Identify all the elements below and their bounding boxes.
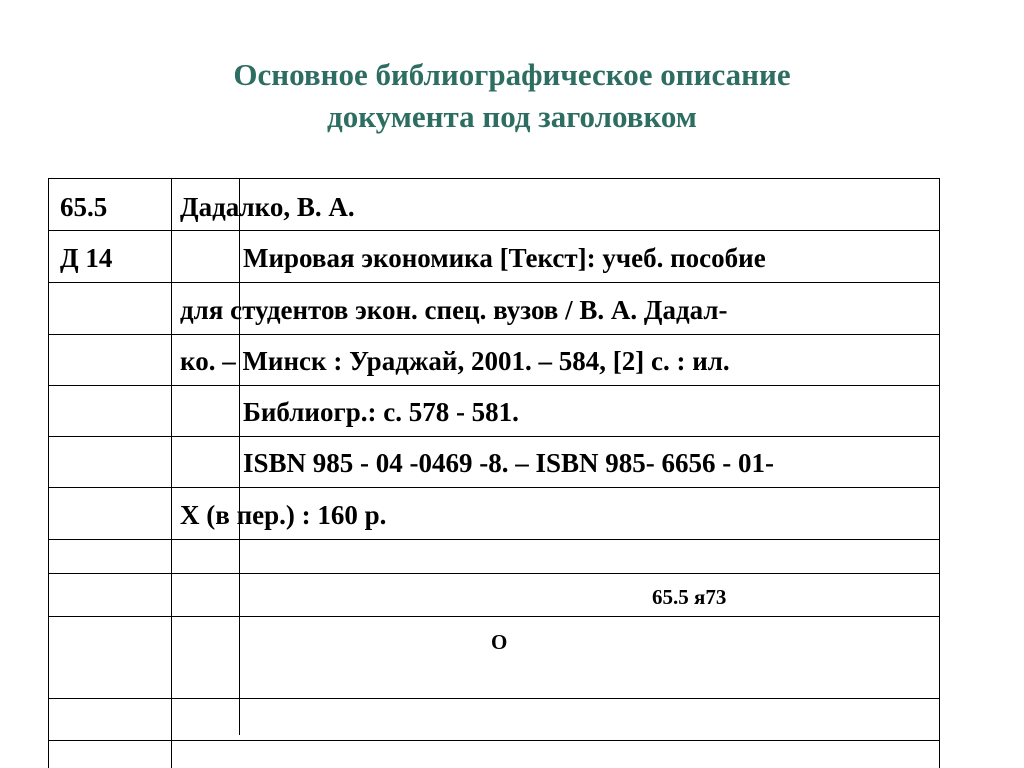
- description-line: Библиогр.: с. 578 - 581.: [243, 397, 519, 427]
- slide-title-line-1: Основное библиографическое описание: [233, 57, 791, 92]
- card-rule: [49, 573, 939, 574]
- description-line: для студентов экон. спец. вузов / В. А. Дадал-: [180, 295, 728, 325]
- author-mark: Д 14: [60, 243, 113, 273]
- description-line: Х (в пер.) : 160 р.: [180, 500, 387, 530]
- card-rule: [49, 539, 939, 540]
- card-rule: [49, 385, 939, 386]
- description-line: Мировая экономика [Текст]: учеб. пособие: [243, 243, 766, 273]
- card-heading: Дадалко, В. А.: [180, 192, 355, 222]
- card-rule: [49, 740, 939, 741]
- card-rule: [49, 616, 939, 617]
- card-rule: [49, 282, 939, 283]
- bottom-classification-index: 65.5 я73: [652, 585, 727, 609]
- description-line: ISBN 985 - 04 -0469 -8. – ISBN 985- 6656 - 01-: [243, 448, 775, 478]
- index-column-rule: [171, 179, 172, 768]
- bottom-author-mark: О: [491, 630, 508, 654]
- slide-title: [0, 54, 1024, 138]
- slide-title-line-2: документа под заголовком: [327, 99, 697, 134]
- card-rule: [49, 436, 939, 437]
- card-rule: [49, 230, 939, 231]
- description-line: ко. – Минск : Ураджай, 2001. – 584, [2] с. : ил.: [180, 346, 730, 376]
- classification-index: 65.5: [60, 192, 108, 222]
- card-rule: [49, 334, 939, 335]
- card-rule: [49, 487, 939, 488]
- indent-rule: [239, 179, 240, 735]
- card-rule: [49, 698, 939, 699]
- catalog-card: [48, 178, 940, 768]
